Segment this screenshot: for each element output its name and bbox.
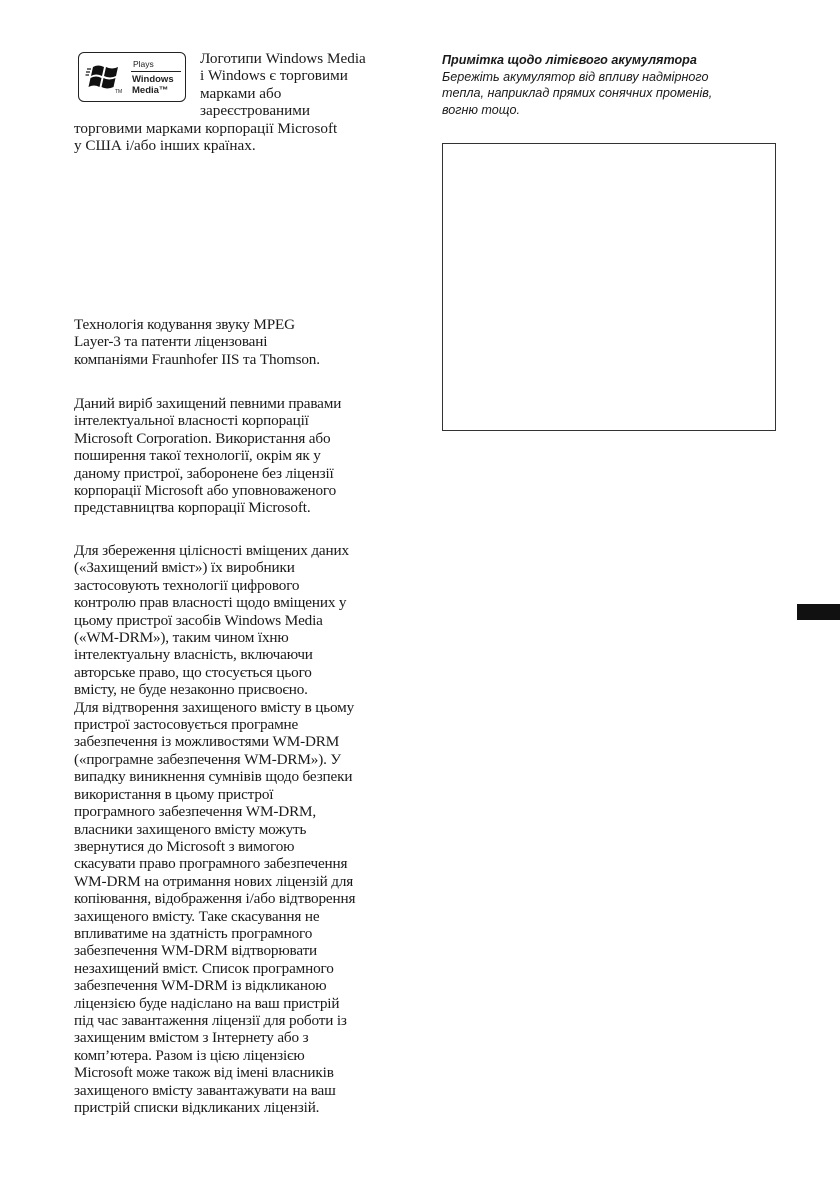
- text-line: («Захищений вміст») їх виробники: [74, 559, 295, 577]
- text-line: вогню тощо.: [442, 102, 520, 117]
- text-line: WM-DRM на отримання нових ліцензій для: [74, 872, 354, 890]
- text-line: Логотипи Windows Media: [200, 50, 366, 67]
- trademark-paragraph-top: [200, 50, 405, 120]
- mpeg-paragraph: [74, 316, 404, 368]
- blank-frame: [442, 143, 776, 431]
- text-line: даному пристрої, заборонене без ліцензії: [74, 464, 334, 482]
- text-line: Microsoft може також від імені власників: [74, 1064, 334, 1082]
- microsoft-ip-paragraph: [74, 395, 404, 517]
- text-line: ліцензією буде надіслано на ваш пристрій: [74, 994, 340, 1012]
- text-line: програмного забезпечення WM-DRM,: [74, 803, 317, 821]
- text-line: копіювання, відображення і/або відтворення: [74, 890, 356, 908]
- text-line: компаніями Fraunhofer IIS та Thomson.: [74, 350, 320, 368]
- windows-media-logo: [78, 52, 186, 102]
- section-edge-tab: [797, 604, 840, 620]
- windows-flag-icon: [85, 59, 131, 95]
- text-line: Microsoft Corporation. Використання або: [74, 429, 331, 447]
- text-line: забезпечення із можливостями WM-DRM: [74, 733, 340, 751]
- text-line: цьому пристрої засобів Windows Media: [74, 611, 323, 629]
- logo-divider: [131, 71, 181, 72]
- logo-brand-line2: Media™: [132, 85, 169, 96]
- text-line: захищеного вмісту завантажувати на ваш: [74, 1081, 336, 1099]
- text-line: Для відтворення захищеного вмісту в цьому: [74, 698, 355, 716]
- text-line: використання в цьому пристрої: [74, 785, 274, 803]
- text-line: впливатиме на здатність програмного: [74, 924, 313, 942]
- text-line: скасувати право програмного забезпечення: [74, 855, 348, 873]
- text-line: інтелектуальної власності корпорації: [74, 412, 309, 430]
- text-line: випадку виникнення сумнівів щодо безпеки: [74, 768, 353, 786]
- text-line: («програмне забезпечення WM-DRM»). У: [74, 750, 342, 768]
- text-line: контролю прав власності щодо вміщених у: [74, 594, 347, 612]
- text-line: поширення такої технології, окрім як у: [74, 447, 321, 465]
- battery-note-title: Примітка щодо літієвого акумулятора: [442, 53, 697, 67]
- text-line: авторське право, що стосується цього: [74, 663, 312, 681]
- text-line: захищеним вмістом з Інтернету або з: [74, 1029, 309, 1047]
- text-line: тепла, наприклад прямих сонячних променів,: [442, 86, 713, 101]
- text-line: марками або: [200, 84, 282, 102]
- logo-plays-label: Plays: [133, 59, 154, 69]
- text-line: захищеного вмісту. Таке скасування не: [74, 907, 320, 925]
- text-line: пристрій списки відкликаних ліцензій.: [74, 1099, 320, 1116]
- text-line: Layer-3 та патенти ліцензовані: [74, 333, 268, 351]
- text-line: і Windows є торговими: [200, 67, 348, 85]
- battery-note: [442, 52, 762, 118]
- text-line: інтелектуальну власність, включаючи: [74, 646, 313, 664]
- text-line: представництва корпорації Microsoft.: [74, 499, 311, 517]
- logo-brand-line1: Windows: [132, 74, 174, 85]
- text-line: забезпечення WM-DRM відтворювати: [74, 942, 318, 960]
- trademark-paragraph-bottom: [74, 120, 404, 155]
- text-line: застосовують технології цифрового: [74, 576, 300, 594]
- text-line: Для збереження цілісності вміщених даних: [74, 542, 349, 559]
- wm-drm-paragraph: [74, 542, 404, 1116]
- text-line: Даний виріб захищений певними правами: [74, 395, 342, 412]
- logo-tm-mark: TM: [115, 89, 123, 95]
- text-line: звернутися до Microsoft з вимогою: [74, 837, 295, 855]
- text-line: пристрої застосовується програмне: [74, 716, 299, 734]
- text-line: («WM-DRM»), таким чином їхню: [74, 629, 289, 647]
- text-line: під час завантаження ліцензії для роботи із: [74, 1011, 347, 1029]
- text-line: комп’ютера. Разом із цією ліцензією: [74, 1046, 305, 1064]
- text-line: забезпечення WM-DRM із відкликаною: [74, 977, 327, 995]
- text-line: торговими марками корпорації Microsoft: [74, 120, 338, 137]
- text-line: у США і/або інших країнах.: [74, 137, 256, 155]
- text-line: власники захищеного вмісту можуть: [74, 820, 307, 838]
- text-line: незахищений вміст. Список програмного: [74, 959, 334, 977]
- text-line: вмісту, не буде незаконно присвоєно.: [74, 681, 308, 699]
- text-line: корпорації Microsoft або уповноваженого: [74, 482, 337, 500]
- text-line: зареєстрованими: [200, 102, 311, 120]
- text-line: Технологія кодування звуку MPEG: [74, 316, 295, 333]
- text-line: Бережіть акумулятор від впливу надмірного: [442, 69, 709, 84]
